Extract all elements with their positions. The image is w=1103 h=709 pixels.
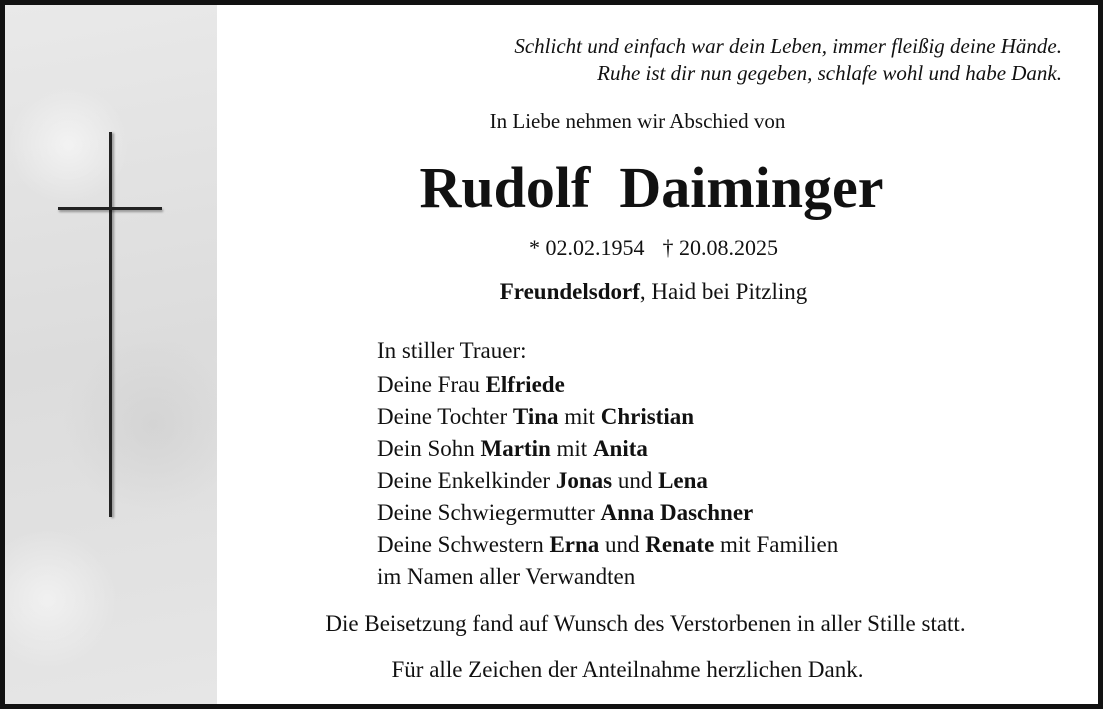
deceased-name: Rudolf Daiminger — [419, 155, 884, 220]
mourner-row: im Namen aller Verwandten — [377, 564, 636, 589]
mourners-heading: In stiller Trauer: — [377, 338, 527, 363]
funeral-notice: Die Beisetzung fand auf Wunsch des Verstorbenen in aller Stille statt. — [325, 611, 966, 636]
birth-date: * 02.02.1954 — [529, 235, 645, 260]
intro-text: In Liebe nehmen wir Abschied von — [489, 109, 786, 133]
mourner-row: Deine Tochter Tina mit Christian — [377, 404, 694, 429]
mourner-row: Dein Sohn Martin mit Anita — [377, 436, 648, 461]
residence-rest: , Haid bei Pitzling — [639, 279, 808, 304]
motto-line-1: Schlicht und einfach war dein Leben, immer fleißig deine Hände. — [514, 34, 1062, 58]
mourner-row: Deine Enkelkinder Jonas und Lena — [377, 468, 708, 493]
thanks-note: Für alle Zeichen der Anteilnahme herzlichen Dank. — [391, 657, 864, 682]
mourner-row: Deine Schwiegermutter Anna Daschner — [377, 500, 754, 525]
mourner-row: Deine Frau Elfriede — [377, 372, 565, 397]
life-dates — [217, 235, 1098, 261]
death-date: † 20.08.2025 — [662, 235, 778, 260]
motto-line-2: Ruhe ist dir nun gegeben, schlafe wohl und habe Dank. — [597, 61, 1062, 85]
residence — [217, 279, 1098, 305]
mourners-list — [377, 335, 838, 593]
cross-horizontal-bar — [58, 207, 162, 210]
motto-verse — [514, 33, 1062, 87]
residence-town: Freundelsdorf — [499, 279, 640, 304]
marble-side-panel — [5, 5, 217, 704]
cross-vertical-bar — [109, 132, 112, 517]
mourner-row: Deine Schwestern Erna und Renate mit Familien — [377, 532, 839, 557]
